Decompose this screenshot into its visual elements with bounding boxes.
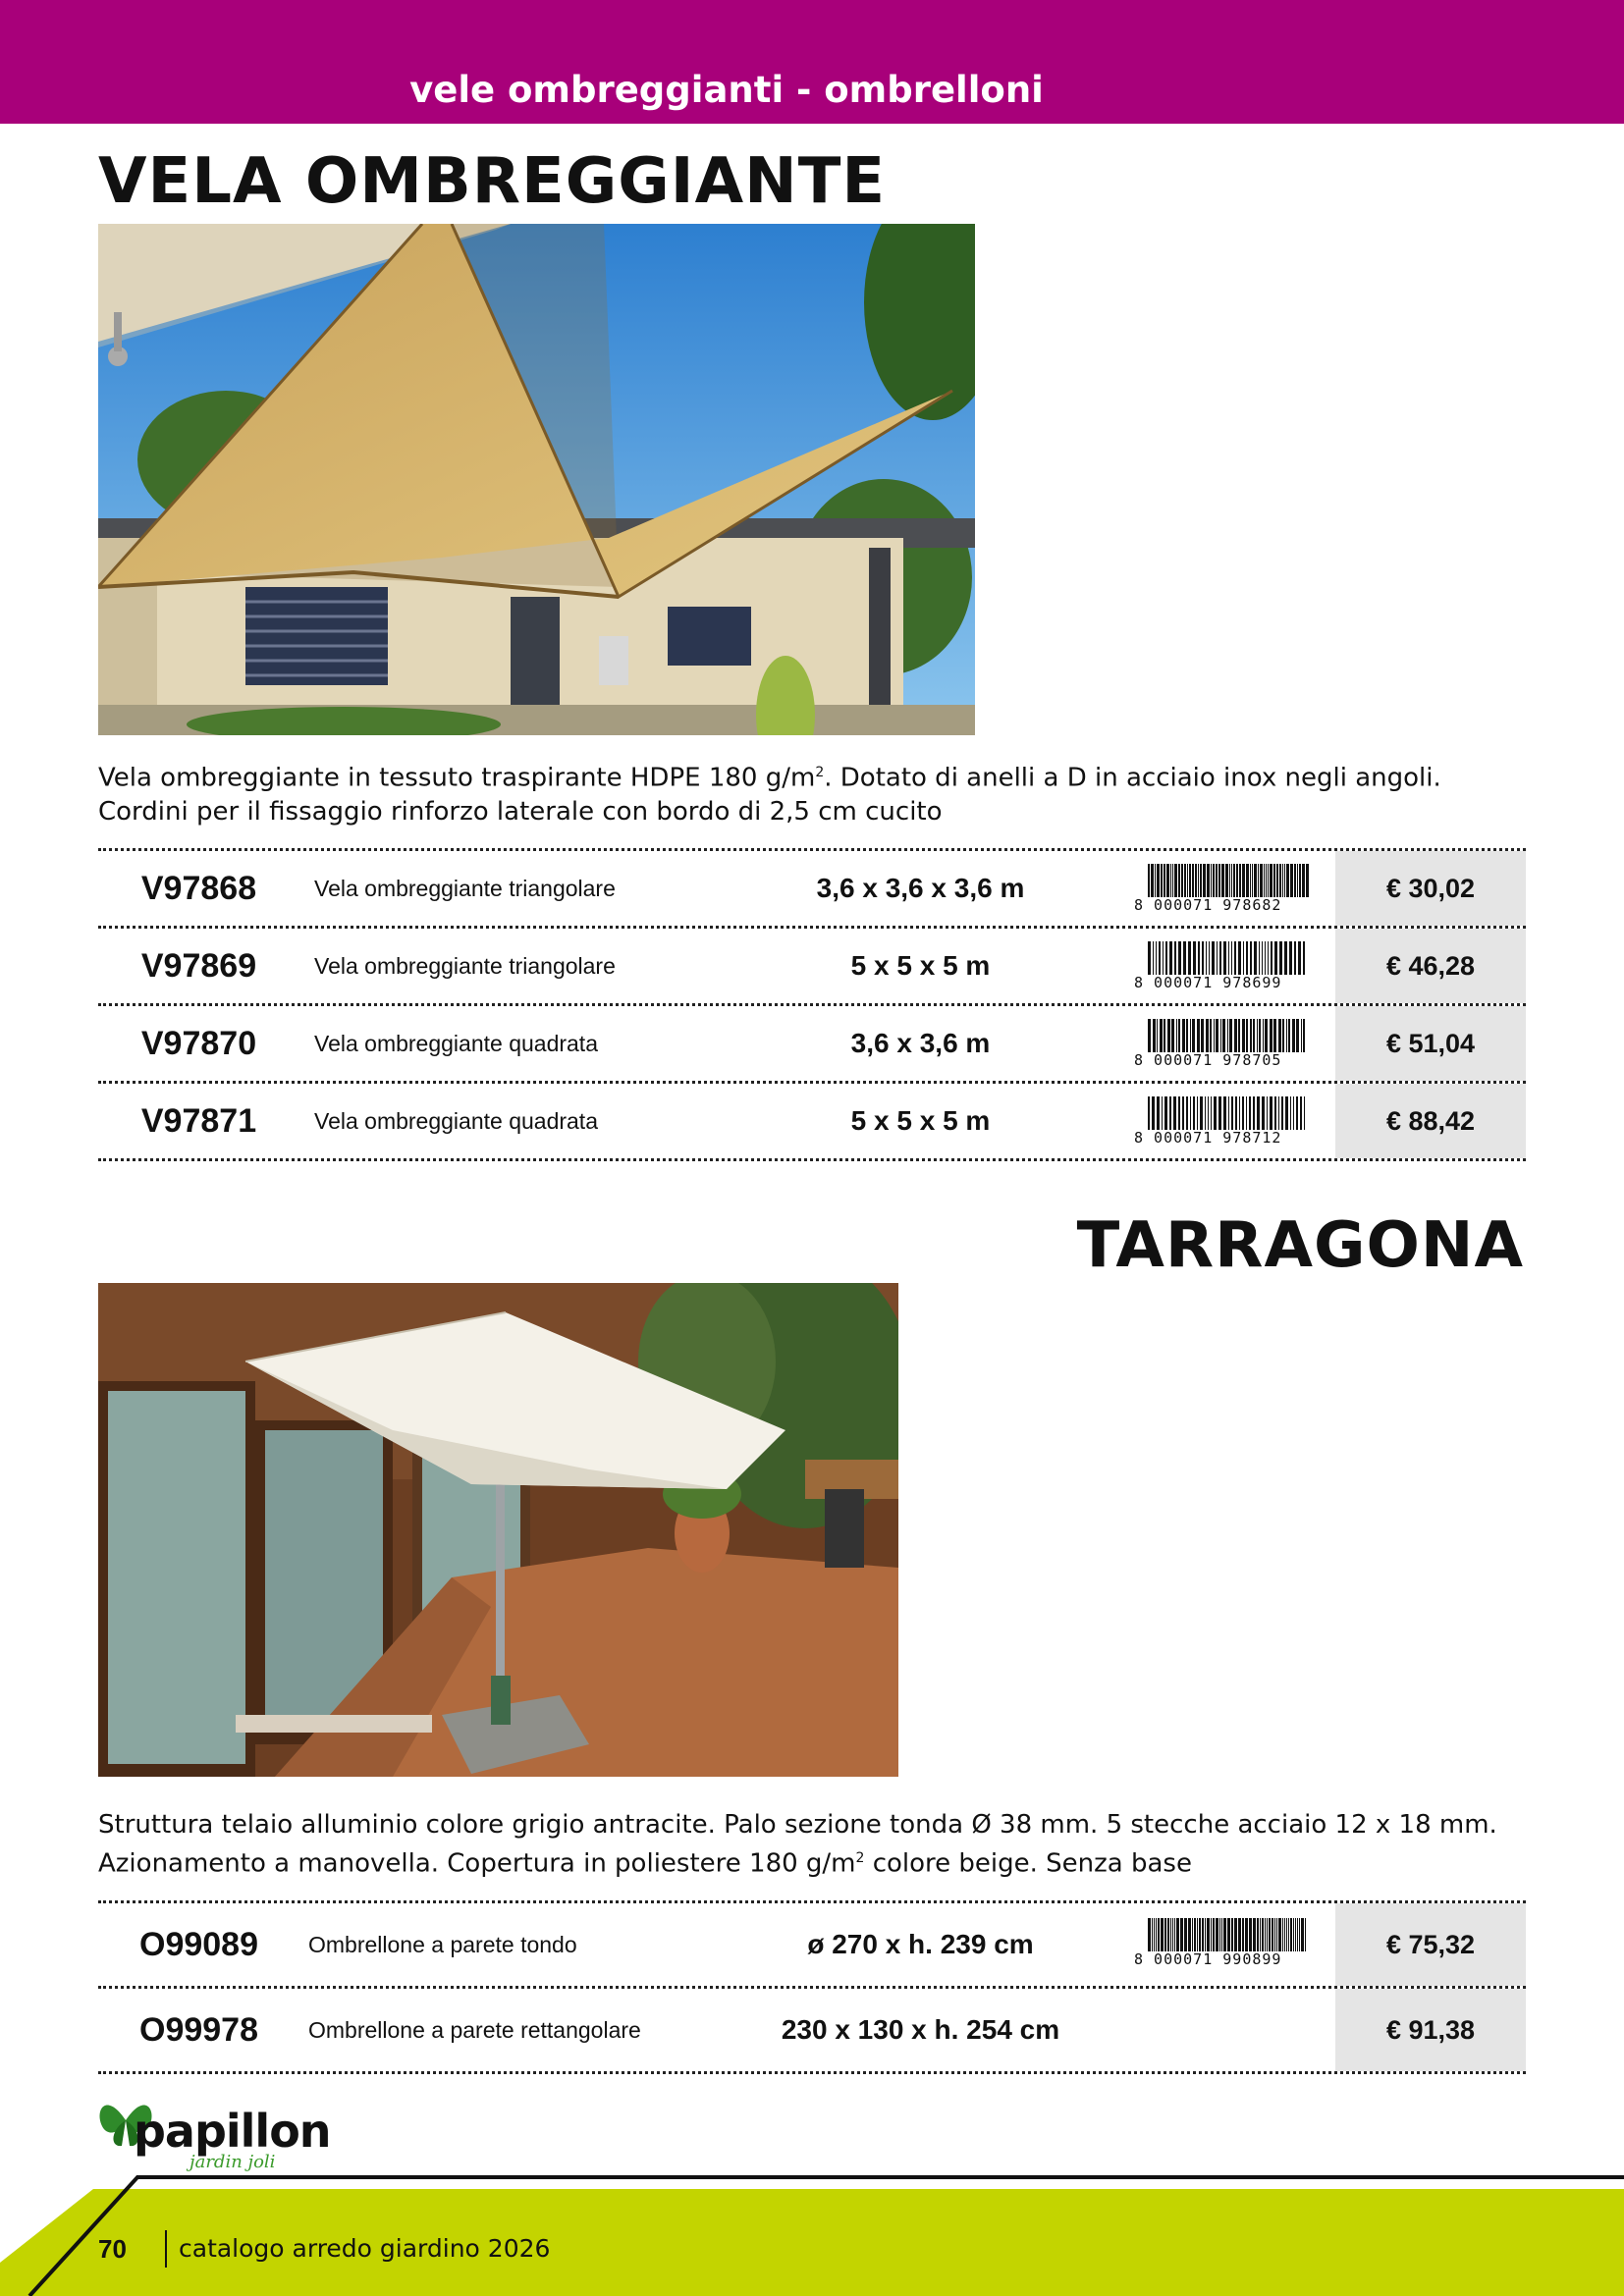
- product-price: € 46,28: [1335, 929, 1526, 1003]
- barcode: [1134, 864, 1311, 913]
- product-price: € 51,04: [1335, 1006, 1526, 1081]
- section1-description-line1: [98, 756, 1441, 795]
- category-title: vele ombreggianti - ombrelloni: [409, 69, 1044, 111]
- product-code: V97870: [140, 1024, 257, 1062]
- desc-text: Azionamento a manovella. Copertura in poliestere 180 g/m: [98, 1848, 856, 1879]
- barcode-number: 8 000071 978705: [1134, 1051, 1282, 1069]
- page-number: 70: [98, 2234, 127, 2264]
- desc-text: . Dotato di anelli a D in acciaio inox negli angoli.: [824, 763, 1441, 793]
- product-table-vela: [98, 848, 1526, 1161]
- section1-description: [98, 756, 1441, 828]
- footer-separator: [165, 2230, 167, 2268]
- desc-text: Vela ombreggiante in tessuto traspirante HDPE 180 g/m: [98, 763, 816, 793]
- section2-description-line2: [98, 1842, 1497, 1881]
- superscript: 2: [815, 765, 825, 780]
- product-name: Vela ombreggiante quadrata: [314, 1107, 598, 1134]
- barcode-number: 8 000071 978682: [1134, 896, 1282, 914]
- product-code: O99089: [139, 1925, 258, 1963]
- product-dimensions: 5 x 5 x 5 m: [850, 950, 991, 981]
- product-price: € 30,02: [1335, 851, 1526, 926]
- barcode-number: 8 000071 978712: [1134, 1129, 1282, 1147]
- product-name: Ombrellone a parete rettangolare: [308, 2016, 641, 2043]
- product-row: [98, 1900, 1526, 1986]
- product-dimensions: 5 x 5 x 5 m: [850, 1105, 991, 1136]
- barcode-number: 8 000071 990899: [1134, 1950, 1282, 1968]
- logo-brand-text: papillon: [134, 2105, 331, 2158]
- product-code: O99978: [139, 2010, 258, 2049]
- product-dimensions: 3,6 x 3,6 m: [850, 1028, 991, 1058]
- section1-description-line2: Cordini per il fissaggio rinforzo laterale con bordo di 2,5 cm cucito: [98, 796, 943, 827]
- product-price: € 75,32: [1335, 1903, 1526, 1986]
- barcode: [1134, 941, 1311, 990]
- product-code: V97871: [140, 1101, 257, 1140]
- section-title-vela: VELA OMBREGGIANTE: [98, 145, 887, 218]
- product-name: Vela ombreggiante triangolare: [314, 952, 616, 979]
- product-dimensions: 230 x 130 x h. 254 cm: [781, 2014, 1060, 2045]
- superscript: 2: [855, 1850, 865, 1866]
- product-name: Ombrellone a parete tondo: [308, 1931, 577, 1957]
- barcode: [1134, 1019, 1311, 1068]
- product-name: Vela ombreggiante triangolare: [314, 875, 616, 901]
- product-table-tarragona: [98, 1900, 1526, 2074]
- product-row: [98, 848, 1526, 926]
- desc-text: colore beige. Senza base: [864, 1848, 1192, 1879]
- product-row: [98, 1003, 1526, 1081]
- papillon-logo: [96, 2091, 331, 2172]
- logo-tagline: jardin joli: [189, 2152, 276, 2172]
- footer-catalog-text: catalogo arredo giardino 2026: [179, 2234, 551, 2263]
- footer-band: [0, 2169, 1624, 2296]
- product-row: [98, 1081, 1526, 1161]
- product-price: € 91,38: [1335, 1989, 1526, 2071]
- product-row: [98, 1986, 1526, 2074]
- section2-description: [98, 1808, 1497, 1881]
- product-dimensions: 3,6 x 3,6 x 3,6 m: [816, 873, 1025, 903]
- umbrella-photo: [98, 1283, 898, 1777]
- barcode: [1134, 1096, 1311, 1146]
- section2-description-line1: Struttura telaio alluminio colore grigio antracite. Palo sezione tonda Ø 38 mm. 5 stecche acciaio 12 x 18 mm.: [98, 1810, 1497, 1840]
- product-name: Vela ombreggiante quadrata: [314, 1030, 598, 1056]
- product-price: € 88,42: [1335, 1084, 1526, 1158]
- product-code: V97869: [140, 946, 257, 985]
- barcode-number: 8 000071 978699: [1134, 974, 1282, 991]
- section-title-tarragona: TARRAGONA: [1076, 1209, 1524, 1282]
- product-dimensions: ø 270 x h. 239 cm: [807, 1929, 1034, 1959]
- barcode: [1134, 1918, 1311, 1967]
- category-header-bar: [0, 0, 1624, 124]
- product-code: V97868: [140, 869, 257, 907]
- product-row: [98, 926, 1526, 1003]
- shade-sail-photo: [98, 224, 975, 735]
